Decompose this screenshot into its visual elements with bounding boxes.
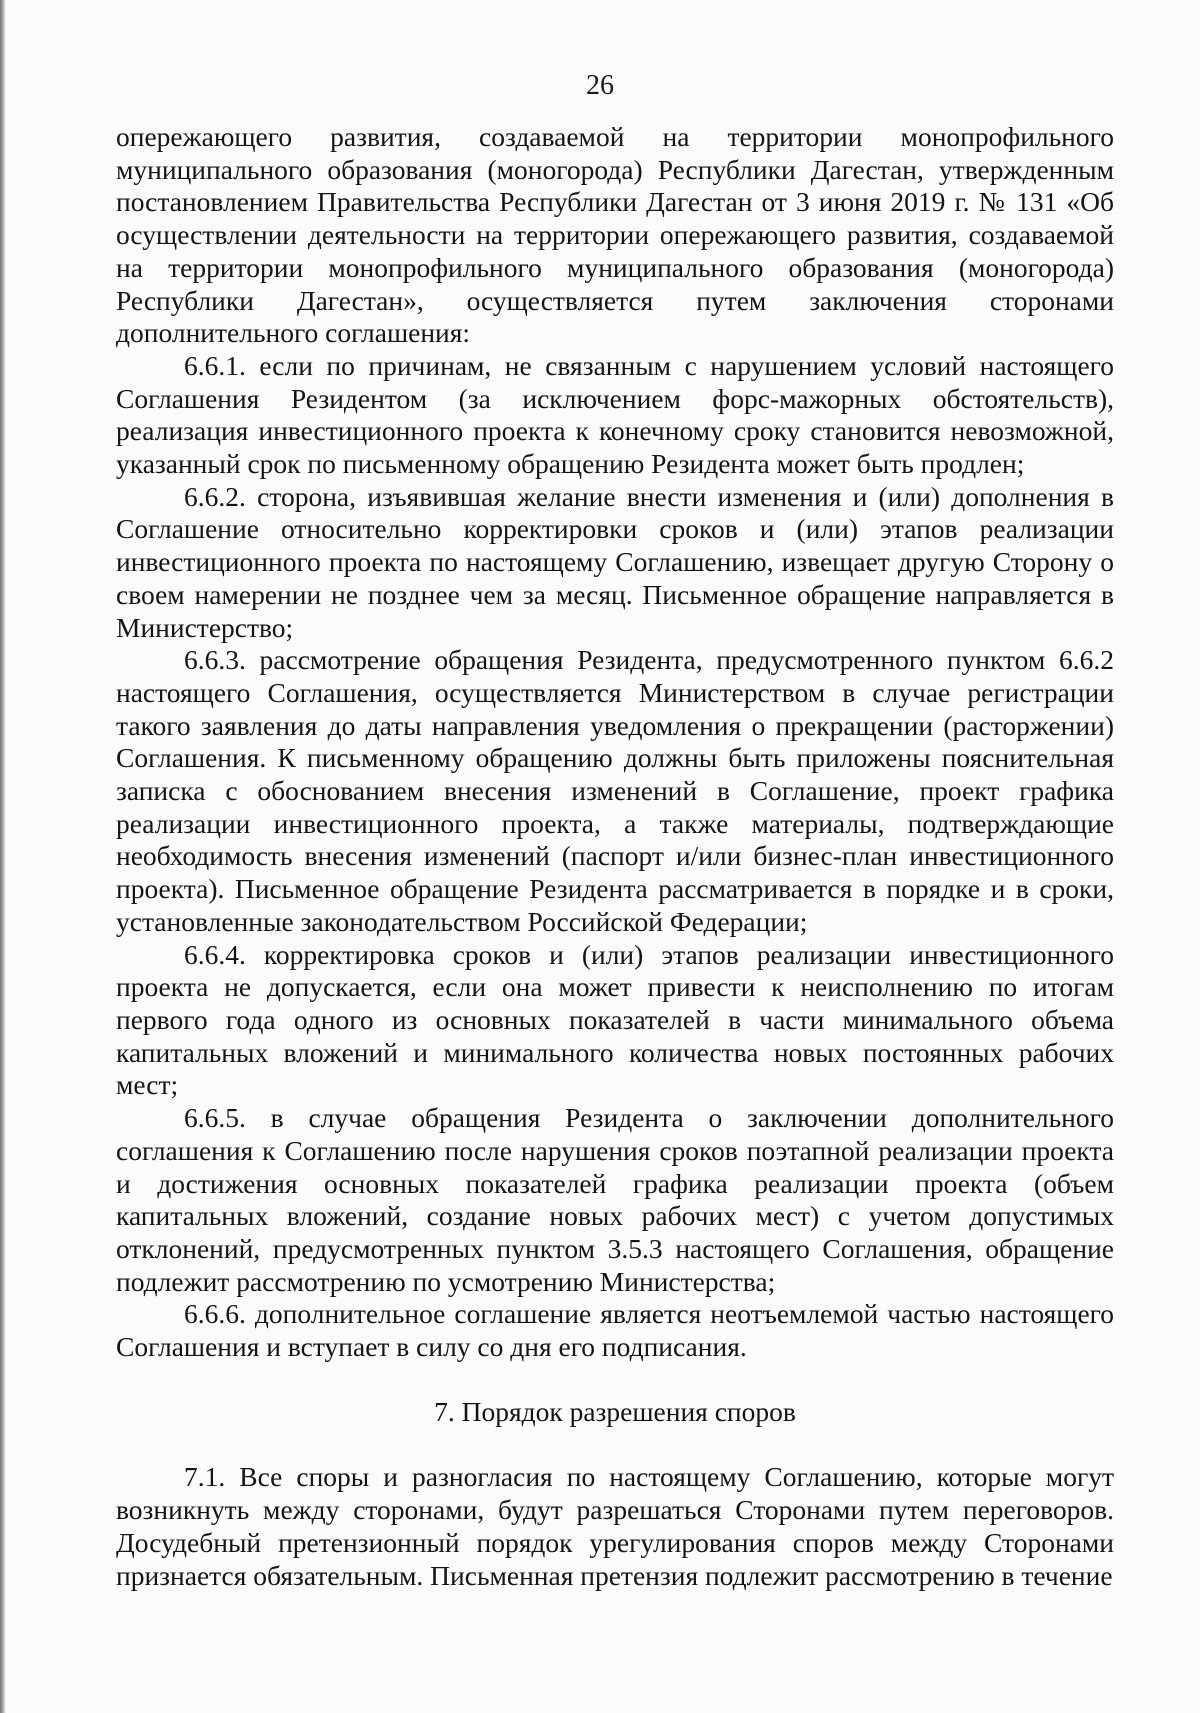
paragraph-6-6-3: 6.6.3. рассмотрение обращения Резидента, предусмотренного пунктом 6.6.2 настоящего Соглашения, осуществляется Министерством в случае регистрации такого заявления до даты направления уведомления о прекращении (расторжении) Соглашения. К письменному обращению должны быть приложены пояснительная записка с обоснованием внесения изменений в Соглашение, проект графика реализации инвестиционного проекта, а также материалы, подтверждающие необходимость внесения изменений (паспорт и/или бизнес-план инвестиционного проекта). Письменное обращение Резидента рассматривается в порядке и в сроки, установленные законодательством Российской Федерации; [116,644,1114,937]
document-body [116,121,1114,1592]
paragraph-6-6-1: 6.6.1. если по причинам, не связанным с нарушением условий настоящего Соглашения Резидентом (за исключением форс-мажорных обстоятельств), реализация инвестиционного проекта к конечному сроку становится невозможной, указанный срок по письменному обращению Резидента может быть продлен; [116,349,1114,480]
paragraph-6-6-2: 6.6.2. сторона, изъявившая желание внести изменения и (или) дополнения в Соглашение относительно корректировки сроков и (или) этапов реализации инвестиционного проекта по настоящему Соглашению, извещает другую Сторону о своем намерении не позднее чем за месяц. Письменное обращение направляется в Министерство; [116,480,1114,643]
paragraph-continuation: опережающего развития, создаваемой на территории монопрофильного муниципального образования (моногорода) Республики Дагестан, утвержденным постановлением Правительства Республики Дагестан от 3 июня 2019 г. № 131 «Об осуществлении деятельности на территории опережающего развития, создаваемой на территории монопрофильного муниципального образования (моногорода) Республики Дагестан», осуществляется путем заключения сторонами дополнительного соглашения: [116,121,1114,349]
section-heading: 7. Порядок разрешения споров [434,1395,796,1427]
scan-edge-shadow [0,0,5,1713]
paragraph-6-6-4: 6.6.4. корректировка сроков и (или) этапов реализации инвестиционного проекта не допускается, если она может привести к неисполнению по итогам первого года одного из основных показателей в части минимального объема капитальных вложений и минимального количества новых постоянных рабочих мест; [116,938,1114,1101]
paragraph-6-6-5: 6.6.5. в случае обращения Резидента о заключении дополнительного соглашения к Соглашению после нарушения сроков поэтапной реализации проекта и достижения основных показателей графика реализации проекта (объем капитальных вложений, создание новых рабочих мест) с учетом допустимых отклонений, предусмотренных пунктом 3.5.3 настоящего Соглашения, обращение подлежит рассмотрению по усмотрению Министерства; [116,1102,1114,1297]
paragraph-6-6-6: 6.6.6. дополнительное соглашение является неотъемлемой частью настоящего Соглашения и вступает в силу со дня его подписания. [116,1298,1114,1363]
page-number: 26 [586,70,614,101]
paragraph-7-1: 7.1. Все споры и разногласия по настоящему Соглашению, которые могут возникнуть между сторонами, будут разрешаться Сторонами путем переговоров. Досудебный претензионный порядок урегулирования споров между Сторонами признается обязательным. Письменная претензия подлежит рассмотрению в течение [116,1461,1114,1591]
